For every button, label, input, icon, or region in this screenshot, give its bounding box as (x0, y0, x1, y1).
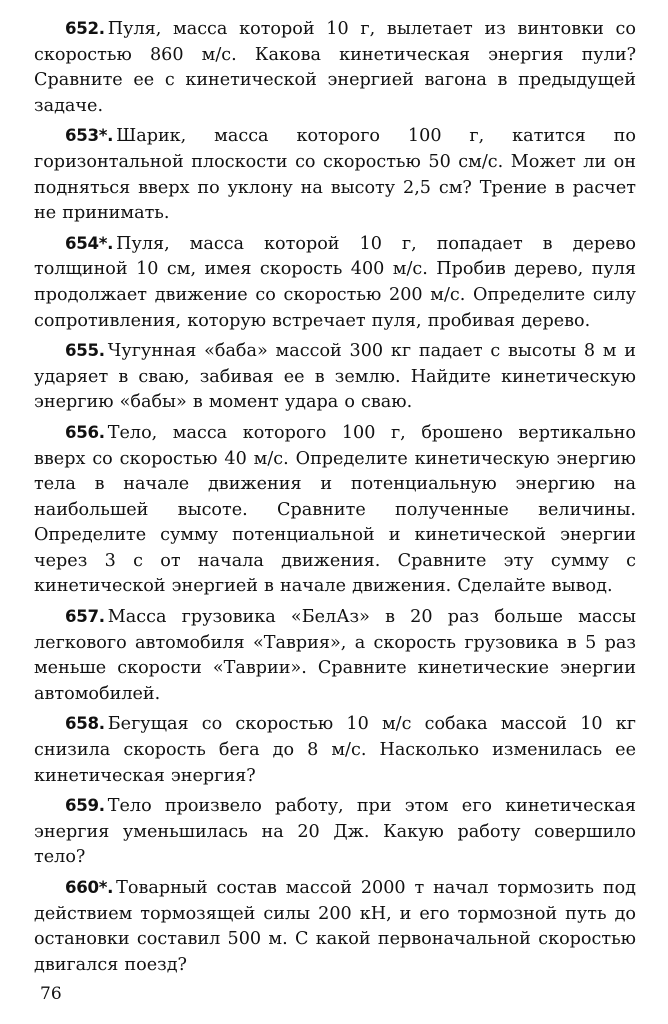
problem-number: 660*. (65, 878, 114, 897)
problem-text: Бегущая со скоростью 10 м/с собака массой 10 кг снизила скорость бега до 8 м/с. Насколько изменилась ее кинетическая энергия? (34, 714, 636, 786)
problem-list (34, 16, 636, 978)
problem-text: Пуля, масса которой 10 г, вылетает из винтовки со скоростью 860 м/с. Какова кинетическая энергия пули? Сравните ее с кинетической энергией вагона в предыдущей задаче. (34, 19, 636, 116)
problem-number: 654*. (65, 233, 114, 253)
problem-number: 659. (65, 796, 105, 816)
problem-658 (34, 711, 636, 789)
problem-656 (34, 420, 636, 600)
problem-number: 656. (65, 422, 105, 442)
problem-659 (34, 793, 636, 871)
problem-text: Пуля, масса которой 10 г, попадает в дерево толщиной 10 см, имея скорость 400 м/с. Пробив дерево, пуля продолжает движение со скоростью 200 м/с. Определите силу сопротивления, которую встречает пуля, пробивая дерево. (34, 233, 636, 331)
problem-number: 657. (65, 607, 105, 627)
problem-654 (34, 231, 636, 334)
problem-number: 652. (65, 19, 105, 38)
problem-text: Чугунная «баба» массой 300 кг падает с высоты 8 м и ударяет в сваю, забивая ее в землю. Найдите кинетическую энергию «бабы» в момент удара о сваю. (34, 341, 636, 413)
problem-text: Масса грузовика «БелАз» в 20 раз больше массы легкового автомобиля «Таврия», а скорость грузовика в 5 раз меньше скорости «Таврии». Сравните кинетические энергии автомобилей. (34, 607, 636, 704)
problem-text: Тело произвело работу, при этом его кинетическая энергия уменьшилась на 20 Дж. Какую работу совершило тело? (34, 796, 636, 868)
problem-text: Шарик, масса которого 100 г, катится по горизонтальной плоскости со скоростью 50 см/с. Может ли он подняться вверх по уклону на высоту 2,5 см? Трение в расчет не принимать. (34, 126, 636, 224)
problem-655 (34, 338, 636, 416)
problem-657 (34, 604, 636, 707)
problem-653 (34, 123, 636, 226)
problem-text: Тело, масса которого 100 г, брошено вертикально вверх со скоростью 40 м/с. Определите кинетическую энергию тела в начале движения и потенциальную энергию на наибольшей высоте. Сравните полученные величины. Определите сумму потенциальной и кинетической энергии через 3 с от начала движения. Сравните эту сумму с кинетической энергией в начале движения. Сделайте вывод. (34, 422, 636, 597)
problem-text: Товарный состав массой 2000 т начал тормозить под действием тормозящей силы 200 кН, и его тормозной путь до остановки составил 500 м. С какой первоначальной скоростью двигался поезд? (34, 878, 636, 975)
problem-number: 653*. (65, 126, 114, 146)
problem-number: 658. (65, 714, 105, 734)
problem-number: 655. (65, 341, 105, 361)
problem-660 (34, 875, 636, 978)
problem-652 (34, 16, 636, 119)
page-number: 76 (40, 984, 62, 1004)
